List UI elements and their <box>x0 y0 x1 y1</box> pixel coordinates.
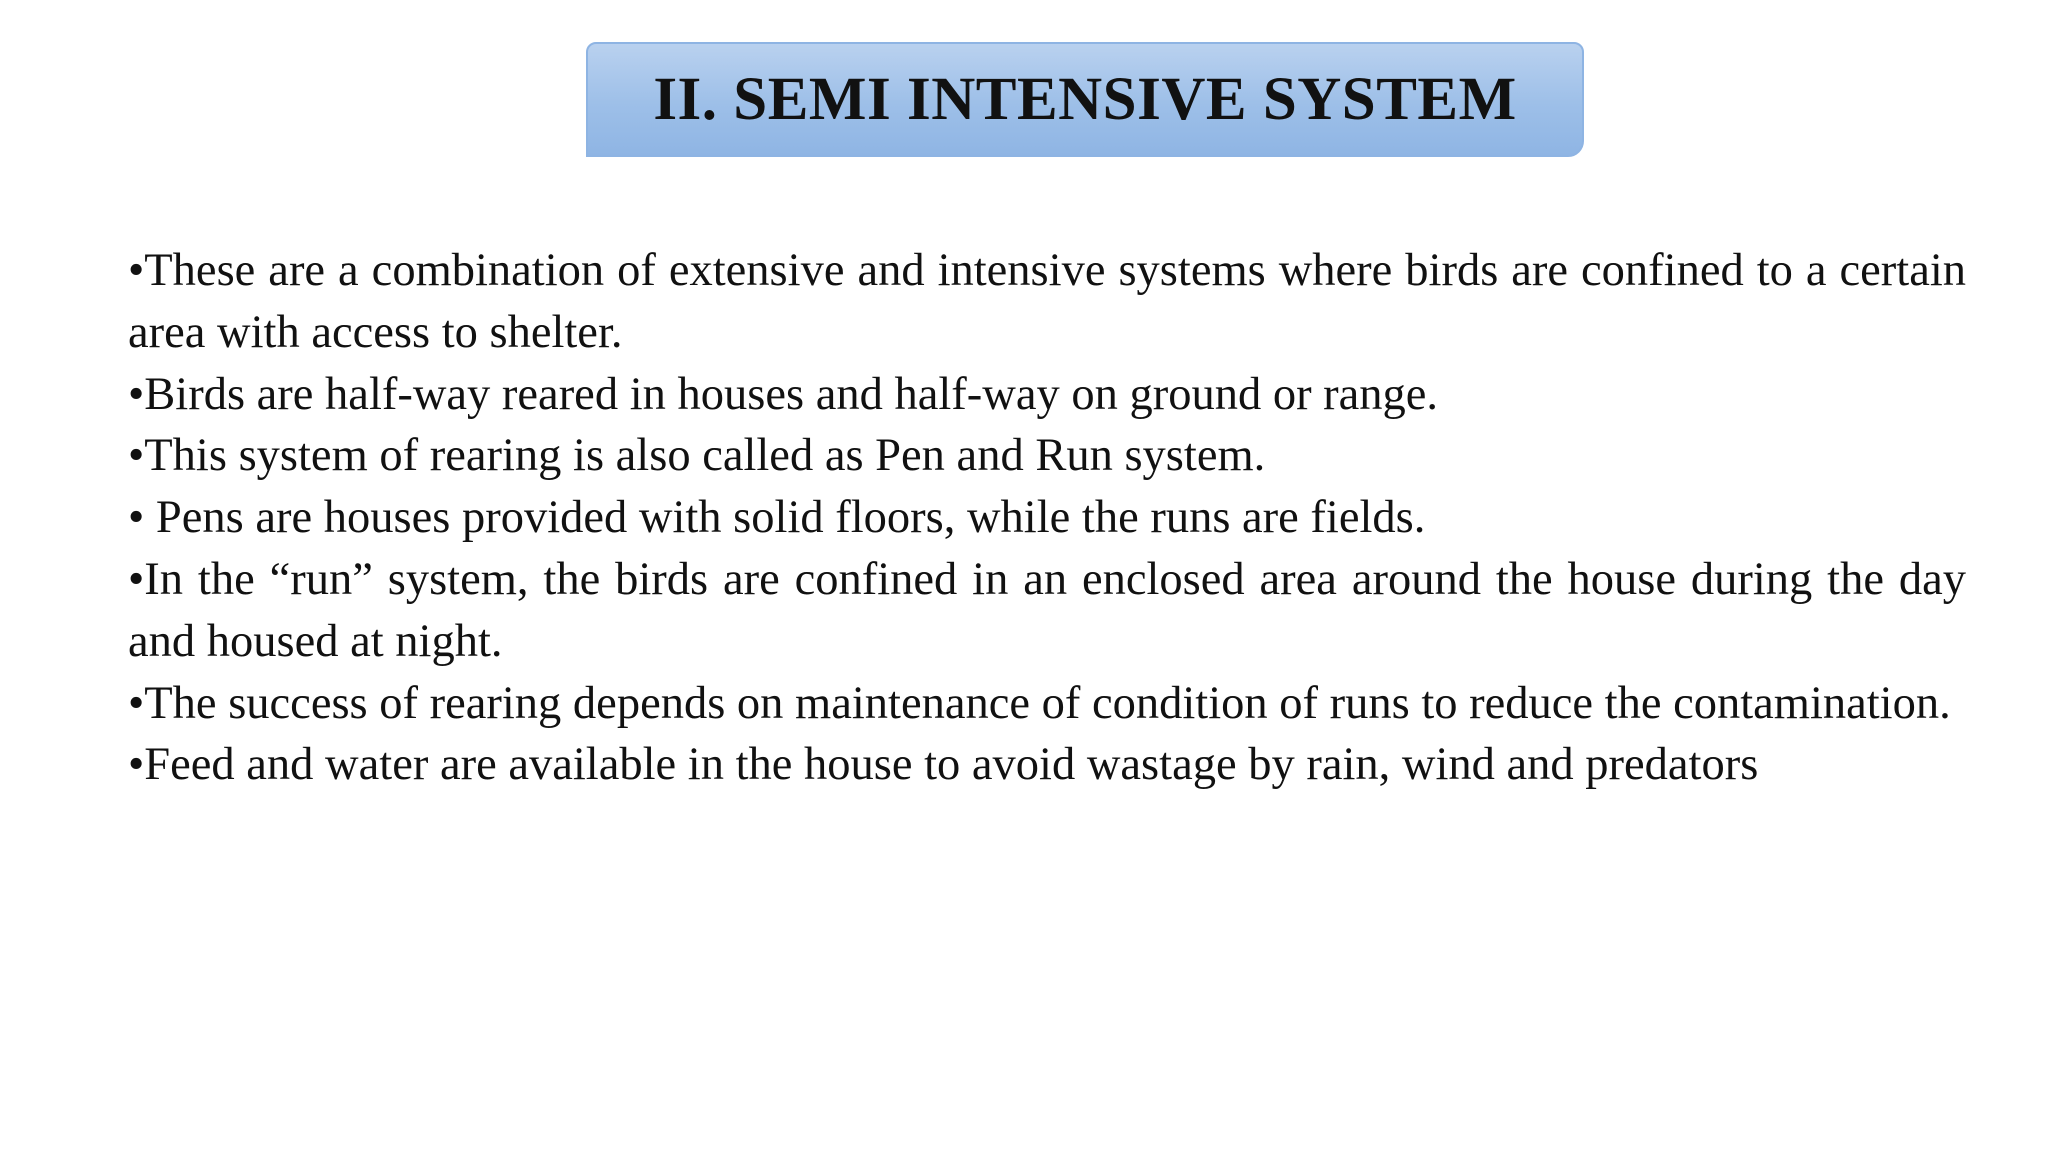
bullet-item: •These are a combination of extensive and intensive systems where birds are confined to a certain area with access to shelter. <box>128 245 1966 358</box>
bullet-item: •The success of rearing depends on maintenance of condition of runs to reduce the contamination. <box>128 677 1951 729</box>
bullet-item: •Birds are half-way reared in houses and half-way on ground or range. <box>128 368 1439 420</box>
bullet-item: •In the “run” system, the birds are confined in an enclosed area around the house during the day and housed at night. <box>128 553 1966 667</box>
bullet-item: • Pens are houses provided with solid floors, while the runs are fields. <box>128 492 1426 544</box>
bullet-list <box>128 240 1966 796</box>
bullet-item: •This system of rearing is also called as Pen and Run system. <box>128 430 1266 482</box>
title-banner <box>586 42 1584 157</box>
bullet-item: •Feed and water are available in the house to avoid wastage by rain, wind and predators <box>128 739 1759 791</box>
slide-title: II. SEMI INTENSIVE SYSTEM <box>653 65 1517 133</box>
